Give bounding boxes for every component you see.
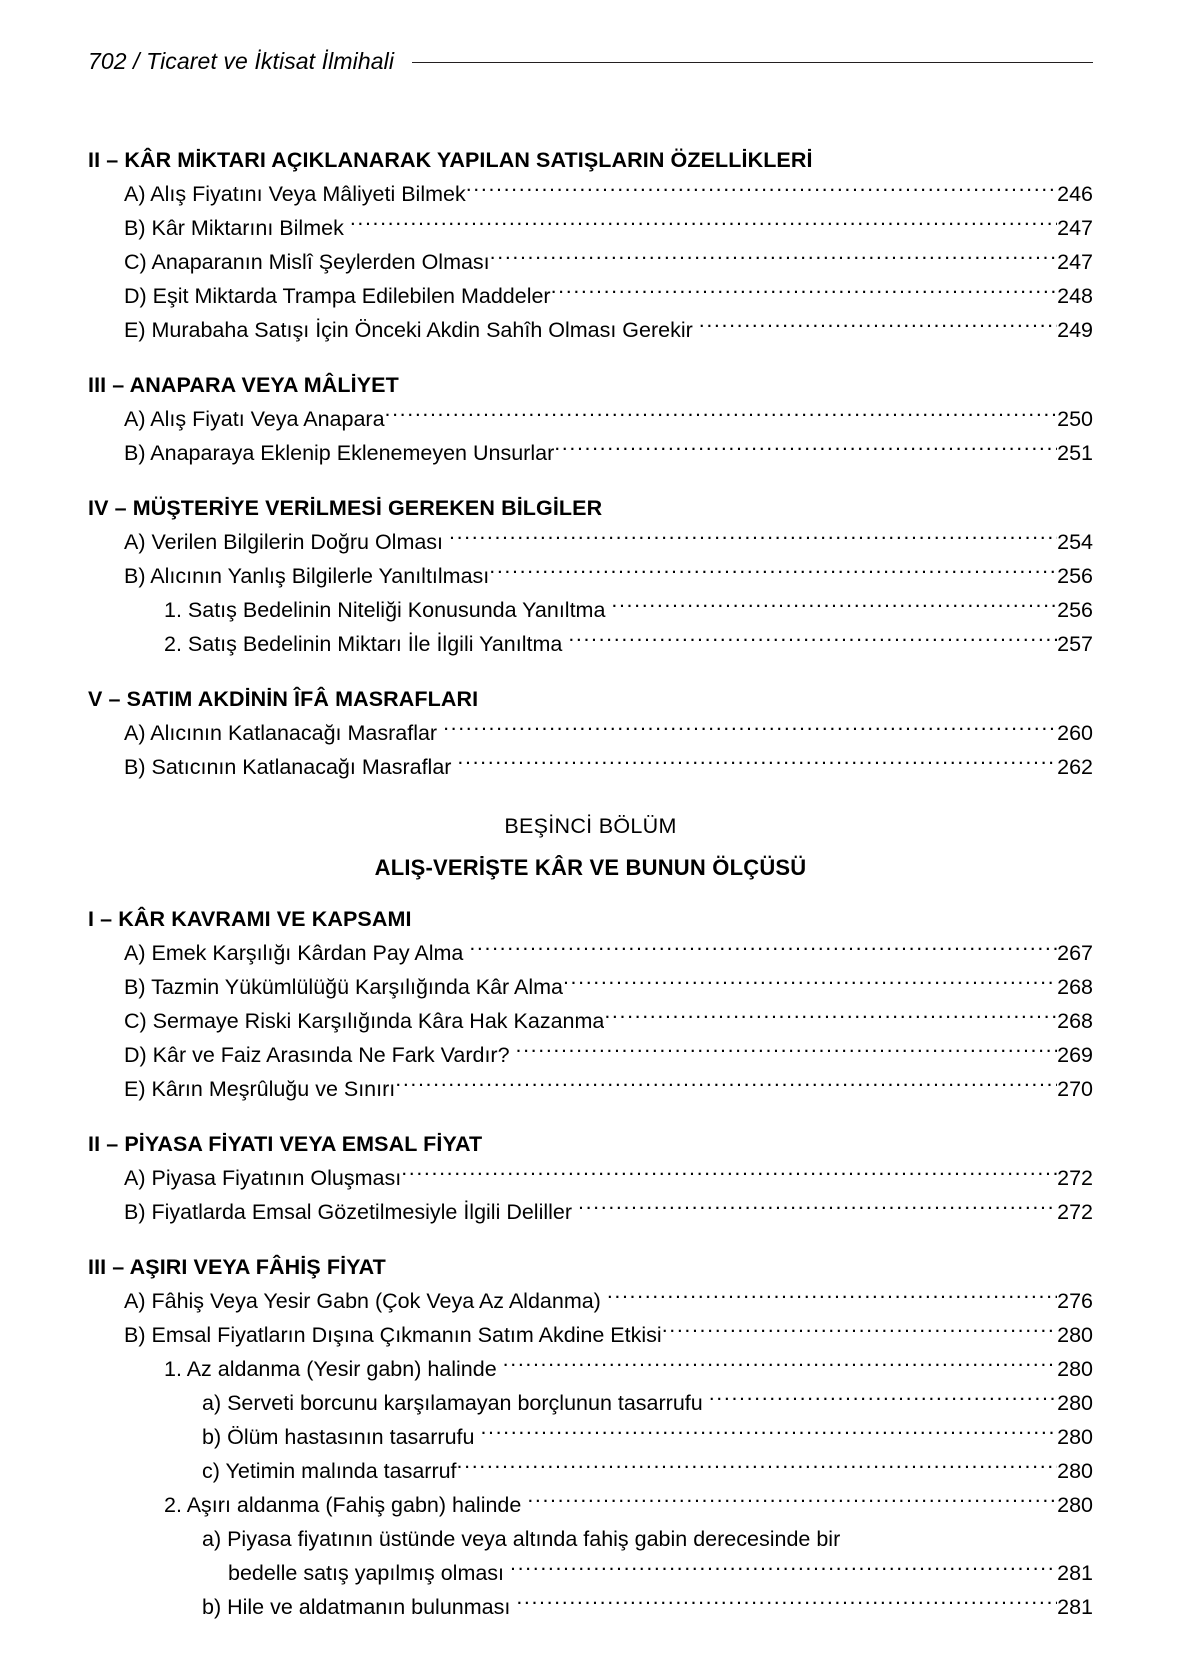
toc-entry[interactable] bbox=[88, 1488, 1093, 1522]
toc-entry-page-number: 268 bbox=[1057, 1009, 1093, 1033]
dot-leader bbox=[350, 214, 1057, 236]
toc-entry[interactable] bbox=[88, 177, 1093, 211]
toc-entry[interactable] bbox=[88, 525, 1093, 559]
toc-entry-page-number: 254 bbox=[1057, 530, 1093, 554]
toc-entry-page-number: 280 bbox=[1057, 1425, 1093, 1449]
toc-entry-label: E) Kârın Meşrûluğu ve Sınırı bbox=[124, 1077, 396, 1101]
toc-entry-label: 1. Satış Bedelinin Niteliği Konusunda Yanıltma bbox=[164, 598, 606, 622]
dot-leader bbox=[578, 1198, 1057, 1220]
toc-section bbox=[88, 1255, 1093, 1624]
toc-entry-page-number: 248 bbox=[1057, 284, 1093, 308]
toc-entry-page-number: 270 bbox=[1057, 1077, 1093, 1101]
toc-entry-label: B) Emsal Fiyatların Dışına Çıkmanın Satım Akdine Etkisi bbox=[124, 1323, 662, 1347]
toc-entry-label: A) Fâhiş Veya Yesir Gabn (Çok Veya Az Aldanma) bbox=[124, 1289, 601, 1313]
toc-entry-wrapped[interactable] bbox=[88, 1522, 1093, 1590]
toc-entry-label: D) Kâr ve Faiz Arasında Ne Fark Vardır? bbox=[124, 1043, 510, 1067]
toc-entry-label: A) Verilen Bilgilerin Doğru Olması bbox=[124, 530, 444, 554]
toc-section-heading: III – AŞIRI VEYA FÂHİŞ FİYAT bbox=[88, 1255, 386, 1279]
dot-leader bbox=[551, 282, 1058, 304]
toc-entry[interactable] bbox=[88, 211, 1093, 245]
dot-leader bbox=[490, 248, 1057, 270]
toc-entry-label: E) Murabaha Satışı İçin Önceki Akdin Sahîh Olması Gerekir bbox=[124, 318, 693, 342]
dot-leader bbox=[466, 180, 1057, 202]
toc-entry[interactable] bbox=[88, 627, 1093, 661]
toc-entry-page-number: 260 bbox=[1057, 721, 1093, 745]
toc-entry[interactable] bbox=[88, 313, 1093, 347]
toc-entry-label: A) Piyasa Fiyatının Oluşması bbox=[124, 1166, 402, 1190]
toc-section-heading: IV – MÜŞTERİYE VERİLMESİ GEREKEN BİLGİLER bbox=[88, 496, 603, 520]
toc-entry-page-number: 251 bbox=[1057, 441, 1093, 465]
dot-leader bbox=[568, 630, 1057, 652]
toc-entry-page-number: 269 bbox=[1057, 1043, 1093, 1067]
dot-leader bbox=[401, 1164, 1057, 1186]
toc-entry-label: A) Alıcının Katlanacağı Masraflar bbox=[124, 721, 438, 745]
toc-entry-label-line2-row bbox=[202, 1556, 1093, 1590]
toc-entry[interactable] bbox=[88, 1195, 1093, 1229]
toc-entry-page-number: 281 bbox=[1057, 1595, 1093, 1619]
chapter-title: ALIŞ-VERİŞTE KÂR VE BUNUN ÖLÇÜSÜ bbox=[374, 855, 807, 880]
chapter-number-label: BEŞİNCİ BÖLÜM bbox=[504, 814, 677, 838]
toc-entry-page-number: 267 bbox=[1057, 941, 1093, 965]
toc-entry[interactable] bbox=[88, 750, 1093, 784]
dot-leader bbox=[699, 316, 1057, 338]
page-folio: 702 / Ticaret ve İktisat İlmihali bbox=[88, 48, 395, 74]
dot-leader bbox=[563, 973, 1057, 995]
chapter-opener bbox=[88, 814, 1093, 881]
toc-entry-label: C) Anaparanın Mislî Şeylerden Olması bbox=[124, 250, 490, 274]
toc-section-heading: II – KÂR MİKTARI AÇIKLANARAK YAPILAN SATIŞLARIN ÖZELLİKLERİ bbox=[88, 148, 813, 172]
toc-entry[interactable] bbox=[88, 402, 1093, 436]
toc-entry-page-number: 280 bbox=[1057, 1323, 1093, 1347]
dot-leader bbox=[480, 1423, 1057, 1445]
toc-entry[interactable] bbox=[88, 593, 1093, 627]
toc-entry[interactable] bbox=[88, 970, 1093, 1004]
toc-entry[interactable] bbox=[88, 1352, 1093, 1386]
toc-entry[interactable] bbox=[88, 1386, 1093, 1420]
dot-leader bbox=[554, 439, 1057, 461]
toc-entry-page-number: 256 bbox=[1057, 598, 1093, 622]
toc-entry[interactable] bbox=[88, 1038, 1093, 1072]
dot-leader bbox=[516, 1041, 1058, 1063]
toc-section bbox=[88, 373, 1093, 470]
toc-entry-page-number: 280 bbox=[1057, 1459, 1093, 1483]
toc-entry[interactable] bbox=[88, 436, 1093, 470]
toc-section-heading: V – SATIM AKDİNİN ÎFÂ MASRAFLARI bbox=[88, 687, 479, 711]
running-header bbox=[88, 48, 1093, 75]
toc-entry-page-number: 249 bbox=[1057, 318, 1093, 342]
toc-entry-label-line2: bedelle satış yapılmış olması bbox=[228, 1561, 505, 1585]
toc-entry-label: B) Satıcının Katlanacağı Masraflar bbox=[124, 755, 452, 779]
toc-entry-label: D) Eşit Miktarda Trampa Edilebilen Maddeler bbox=[124, 284, 551, 308]
toc-entry-page-number: 268 bbox=[1057, 975, 1093, 999]
toc-entry-label: B) Fiyatlarda Emsal Gözetilmesiyle İlgili Deliller bbox=[124, 1200, 573, 1224]
toc-entry-label: C) Sermaye Riski Karşılığında Kâra Hak Kazanma bbox=[124, 1009, 605, 1033]
toc-entry[interactable] bbox=[88, 279, 1093, 313]
toc-entry-label: b) Hile ve aldatmanın bulunması bbox=[202, 1595, 511, 1619]
toc-entry[interactable] bbox=[88, 1161, 1093, 1195]
toc-section bbox=[88, 496, 1093, 661]
toc-entry-page-number: 280 bbox=[1057, 1357, 1093, 1381]
toc-entry-page-number: 280 bbox=[1057, 1493, 1093, 1517]
dot-leader bbox=[709, 1389, 1057, 1411]
dot-leader bbox=[611, 596, 1057, 618]
toc-entry[interactable] bbox=[88, 1284, 1093, 1318]
toc-entry-page-number: 246 bbox=[1057, 182, 1093, 206]
toc-entry[interactable] bbox=[88, 559, 1093, 593]
toc-entry-label: A) Alış Fiyatı Veya Anapara bbox=[124, 407, 385, 431]
toc-entry[interactable] bbox=[88, 1454, 1093, 1488]
toc-entry[interactable] bbox=[88, 716, 1093, 750]
toc-entry-page-number: 276 bbox=[1057, 1289, 1093, 1313]
dot-leader bbox=[662, 1321, 1057, 1343]
toc-entry[interactable] bbox=[88, 245, 1093, 279]
toc-entry[interactable] bbox=[88, 936, 1093, 970]
toc-entry[interactable] bbox=[88, 1004, 1093, 1038]
toc-entry[interactable] bbox=[88, 1590, 1093, 1624]
toc-section-heading: II – PİYASA FİYATI VEYA EMSAL FİYAT bbox=[88, 1132, 483, 1156]
toc-entry-page-number: 272 bbox=[1057, 1166, 1093, 1190]
toc-entry-label: A) Alış Fiyatını Veya Mâliyeti Bilmek bbox=[124, 182, 466, 206]
toc-entry-page-number: 250 bbox=[1057, 407, 1093, 431]
table-of-contents bbox=[88, 148, 1093, 1624]
toc-section bbox=[88, 687, 1093, 784]
toc-entry[interactable] bbox=[88, 1420, 1093, 1454]
toc-entry-label: 1. Az aldanma (Yesir gabn) halinde bbox=[164, 1357, 497, 1381]
toc-entry-page-number: 257 bbox=[1057, 632, 1093, 656]
toc-entry-label: B) Kâr Miktarını Bilmek bbox=[124, 216, 344, 240]
dot-leader bbox=[457, 1457, 1058, 1479]
toc-entry-label: 2. Satış Bedelinin Miktarı İle İlgili Yanıltma bbox=[164, 632, 563, 656]
toc-entry-page-number: 281 bbox=[1057, 1561, 1093, 1585]
header-rule bbox=[412, 62, 1093, 63]
toc-entry-page-number: 247 bbox=[1057, 250, 1093, 274]
toc-entry-page-number: 272 bbox=[1057, 1200, 1093, 1224]
dot-leader bbox=[527, 1491, 1057, 1513]
dot-leader bbox=[469, 939, 1057, 961]
toc-entry-label: A) Emek Karşılığı Kârdan Pay Alma bbox=[124, 941, 464, 965]
toc-entry-label: 2. Aşırı aldanma (Fahiş gabn) halinde bbox=[164, 1493, 522, 1517]
dot-leader bbox=[604, 1007, 1057, 1029]
dot-leader bbox=[457, 753, 1057, 775]
toc-entry-page-number: 280 bbox=[1057, 1391, 1093, 1415]
toc-entry[interactable] bbox=[88, 1072, 1093, 1106]
dot-leader bbox=[510, 1559, 1057, 1581]
dot-leader bbox=[385, 405, 1058, 427]
toc-entry-label: c) Yetimin malında tasarruf bbox=[202, 1459, 457, 1483]
dot-leader bbox=[449, 528, 1057, 550]
toc-entry[interactable] bbox=[88, 1318, 1093, 1352]
toc-entry-page-number: 262 bbox=[1057, 755, 1093, 779]
toc-entry-label: a) Serveti borcunu karşılamayan borçlunun tasarrufu bbox=[202, 1391, 703, 1415]
dot-leader bbox=[516, 1593, 1057, 1615]
toc-section bbox=[88, 1132, 1093, 1229]
dot-leader bbox=[503, 1355, 1057, 1377]
toc-section bbox=[88, 148, 1093, 347]
toc-entry-page-number: 247 bbox=[1057, 216, 1093, 240]
dot-leader bbox=[443, 719, 1057, 741]
toc-section-heading: I – KÂR KAVRAMI VE KAPSAMI bbox=[88, 907, 412, 931]
dot-leader bbox=[395, 1075, 1057, 1097]
toc-entry-label: B) Anaparaya Eklenip Eklenemeyen Unsurlar bbox=[124, 441, 555, 465]
toc-entry-page-number: 256 bbox=[1057, 564, 1093, 588]
dot-leader bbox=[489, 562, 1057, 584]
dot-leader bbox=[607, 1287, 1057, 1309]
toc-entry-label: B) Tazmin Yükümlülüğü Karşılığında Kâr Alma bbox=[124, 975, 563, 999]
toc-entry-label-line1: a) Piyasa fiyatının üstünde veya altında fahiş gabin derecesinde bir bbox=[202, 1527, 841, 1551]
toc-section bbox=[88, 907, 1093, 1106]
toc-section-heading: III – ANAPARA VEYA MÂLİYET bbox=[88, 373, 399, 397]
toc-entry-label: B) Alıcının Yanlış Bilgilerle Yanıltılması bbox=[124, 564, 490, 588]
toc-entry-label: b) Ölüm hastasının tasarrufu bbox=[202, 1425, 475, 1449]
